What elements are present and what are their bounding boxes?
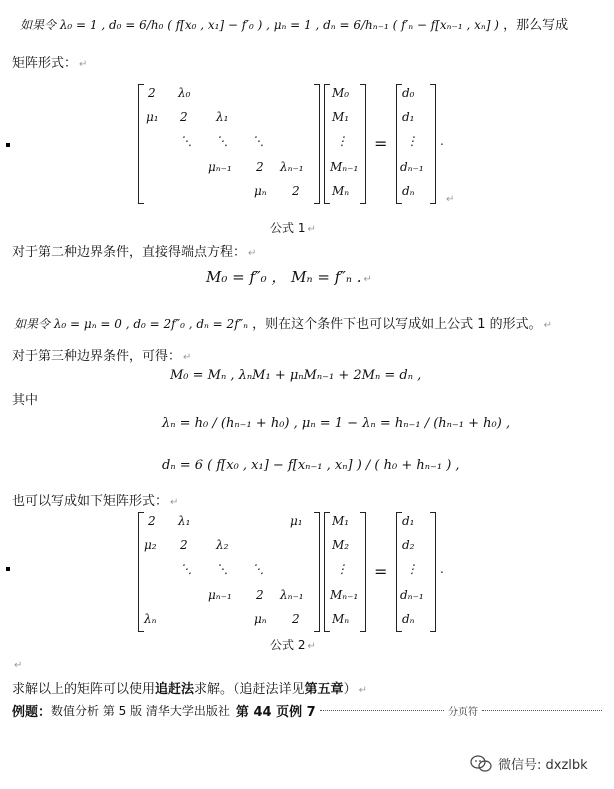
paragraph-mark-icon: ↵	[446, 194, 455, 205]
vector-d-cell: d₁	[402, 110, 415, 124]
third-boundary-equation: M₀ = Mₙ , λₙM₁ + μₙMₙ₋₁ + 2Mₙ = dₙ ,	[170, 368, 422, 383]
matrix-a-cell: 2	[256, 588, 264, 602]
matrix-a-cell: ⋱	[180, 134, 192, 148]
second-boundary-formula: M₀ = f″₀ ， Mₙ = f″ₙ .	[206, 268, 362, 286]
vector-m-cell: ⋮	[336, 562, 348, 576]
matrix-form-text: 矩阵形式：	[12, 56, 78, 71]
matrix-a-cell: λₙ₋₁	[280, 160, 304, 174]
second-boundary-equation	[206, 266, 372, 287]
equals-sign: =	[374, 562, 388, 581]
vector-m-cell: Mₙ₋₁	[330, 588, 359, 602]
matrix-a-cell: λ₀	[178, 86, 191, 100]
matrix-a-cell: ⋱	[216, 562, 228, 576]
third-boundary-label: 对于第三种边界条件，可得：	[12, 349, 182, 364]
paragraph-mark-icon: ↵	[248, 248, 257, 259]
vector-m-right-bracket	[360, 84, 366, 204]
condition-formula: 如果令 λ₀ = μₙ = 0 , d₀ = 2f″₀ , dₙ = 2f″ₙ	[14, 317, 248, 331]
lambda-mu-equation: λₙ = h₀ / (hₙ₋₁ + h₀) , μₙ = 1 − λₙ = hₙ₋₁ / (hₙ₋₁ + h₀) ,	[162, 416, 511, 431]
vector-m-cell: ⋮	[336, 134, 348, 148]
matrix-a-cell: μₙ	[254, 184, 267, 198]
dn-equation: dₙ = 6 ( f[x₀ , x₁] − f[xₙ₋₁ , xₙ] ) / ( h₀ + hₙ₋₁ ) ,	[162, 458, 460, 473]
matrix-a-left-bracket	[138, 84, 144, 204]
matrix-a-cell: μₙ	[254, 612, 267, 626]
matrix2-intro	[12, 490, 178, 509]
page-break-label: 分页符	[448, 707, 478, 718]
matrix-a-cell: ⋱	[216, 134, 228, 148]
matrix-a-cell: λₙ₋₁	[280, 588, 304, 602]
matrix-a-cell: 2	[292, 184, 300, 198]
vector-d-cell: d₁	[402, 514, 415, 528]
matrix-a-cell: λ₁	[178, 514, 191, 528]
bullet-icon	[6, 143, 10, 147]
vector-d-cell: ⋮	[406, 134, 418, 148]
matrix-form-label	[12, 52, 87, 71]
vector-d-cell: ⋮	[406, 562, 418, 576]
vector-d-cell: dₙ	[402, 184, 415, 198]
vector-m-left-bracket	[324, 84, 330, 204]
matrix-a-cell: ⋱	[180, 562, 192, 576]
intro-line	[20, 14, 600, 33]
matrix-a-cell: μ₂	[144, 538, 157, 552]
example-label: 例题：	[12, 705, 52, 720]
vector-m-cell: Mₙ	[332, 184, 350, 198]
paragraph-mark-icon: ↵	[307, 224, 316, 235]
bullet-icon	[6, 567, 10, 571]
solve-chapter: 第五章	[304, 682, 344, 697]
example-line	[12, 701, 602, 720]
condition-tail: ，则在这个条件下也可以写成如上公式 1 的形式。	[252, 317, 542, 332]
solve-method: 追赶法	[155, 682, 195, 697]
condition-line	[14, 313, 610, 332]
paragraph-mark-icon: ↵	[307, 641, 316, 652]
third-boundary-text	[12, 345, 191, 364]
vector-m-left-bracket	[324, 512, 330, 632]
solve-pre: 求解以上的矩阵可以使用	[12, 682, 156, 697]
matrix-a-cell: 2	[180, 538, 188, 552]
empty-paragraph	[12, 657, 22, 672]
vector-m-cell: M₂	[332, 538, 350, 552]
vector-m-right-bracket	[360, 512, 366, 632]
matrix-a-cell: 2	[180, 110, 188, 124]
matrix-a-cell: 2	[148, 514, 156, 528]
matrix-a-cell: μ₁	[290, 514, 303, 528]
vector-m-cell: M₁	[332, 514, 350, 528]
vector-d-right-bracket	[430, 512, 436, 632]
equals-sign: =	[374, 134, 388, 153]
caption-1-text: 公式 1	[270, 221, 306, 235]
vector-d-cell: d₂	[402, 538, 415, 552]
caption-2	[270, 636, 316, 653]
intro-tail: ，那么写成	[503, 18, 569, 33]
paragraph-mark-icon: ↵	[183, 352, 192, 363]
matrix-a-cell: 2	[256, 160, 264, 174]
matrix-a-cell: ⋱	[252, 134, 264, 148]
matrix-a-cell: μ₁	[146, 110, 159, 124]
solve-mid: 求解。（追赶法详见	[194, 682, 305, 697]
second-boundary-label: 对于第二种边界条件，直接得端点方程：	[12, 245, 247, 260]
paragraph-mark-icon: ↵	[14, 660, 23, 671]
vector-d-cell: d₀	[402, 86, 415, 100]
solve-post: ）	[343, 682, 357, 697]
example-ref: 第 44 页例 7	[235, 705, 316, 720]
paragraph-mark-icon: ↵	[79, 59, 88, 70]
vector-d-right-bracket	[430, 84, 436, 204]
matrix-a-cell: 2	[148, 86, 156, 100]
page-break-line	[320, 710, 444, 711]
vector-m-cell: M₀	[332, 86, 350, 100]
matrix-a-right-bracket	[314, 512, 320, 632]
vector-m-cell: Mₙ	[332, 612, 350, 626]
paragraph-mark-icon: ↵	[358, 685, 367, 696]
matrix-a-cell: λ₁	[216, 110, 229, 124]
matrix-2	[138, 508, 468, 636]
period: .	[440, 134, 444, 148]
matrix-a-cell: λₙ	[144, 612, 157, 626]
matrix-a-cell: μₙ₋₁	[208, 588, 232, 602]
matrix2-intro-text: 也可以写成如下矩阵形式：	[12, 494, 169, 509]
vector-d-cell: dₙ₋₁	[400, 588, 424, 602]
matrix-a-cell: ⋱	[252, 562, 264, 576]
example-source: 数值分析 第 5 版 清华大学出版社	[51, 704, 230, 718]
matrix-a-right-bracket	[314, 84, 320, 204]
intro-formula: 如果令 λ₀ = 1 , d₀ = 6/h₀ ( f[x₀ , x₁] − f′₀ ) , μₙ = 1 , dₙ = 6/hₙ₋₁ ( f′ₙ − f[xₙ₋₁ , xₙ] )	[20, 18, 499, 32]
paragraph-mark-icon: ↵	[363, 274, 372, 285]
vector-m-cell: Mₙ₋₁	[330, 160, 359, 174]
matrix-a-cell: 2	[292, 612, 300, 626]
paragraph-mark-icon: ↵	[170, 497, 179, 508]
vector-d-cell: dₙ₋₁	[400, 160, 424, 174]
solve-line	[12, 678, 367, 697]
qizhong-text: 其中	[12, 393, 39, 408]
vector-m-cell: M₁	[332, 110, 350, 124]
watermark	[470, 754, 588, 773]
caption-1	[270, 219, 316, 236]
matrix-1	[138, 80, 468, 208]
caption-2-text: 公式 2	[270, 638, 306, 652]
page-break-line	[482, 710, 602, 711]
second-boundary-text	[12, 241, 256, 260]
period: .	[440, 562, 444, 576]
wechat-icon	[470, 755, 492, 773]
matrix-a-cell: μₙ₋₁	[208, 160, 232, 174]
vector-d-cell: dₙ	[402, 612, 415, 626]
matrix-a-cell: λ₂	[216, 538, 229, 552]
watermark-text: 微信号: dxzlbk	[498, 758, 588, 773]
paragraph-mark-icon: ↵	[543, 320, 553, 331]
